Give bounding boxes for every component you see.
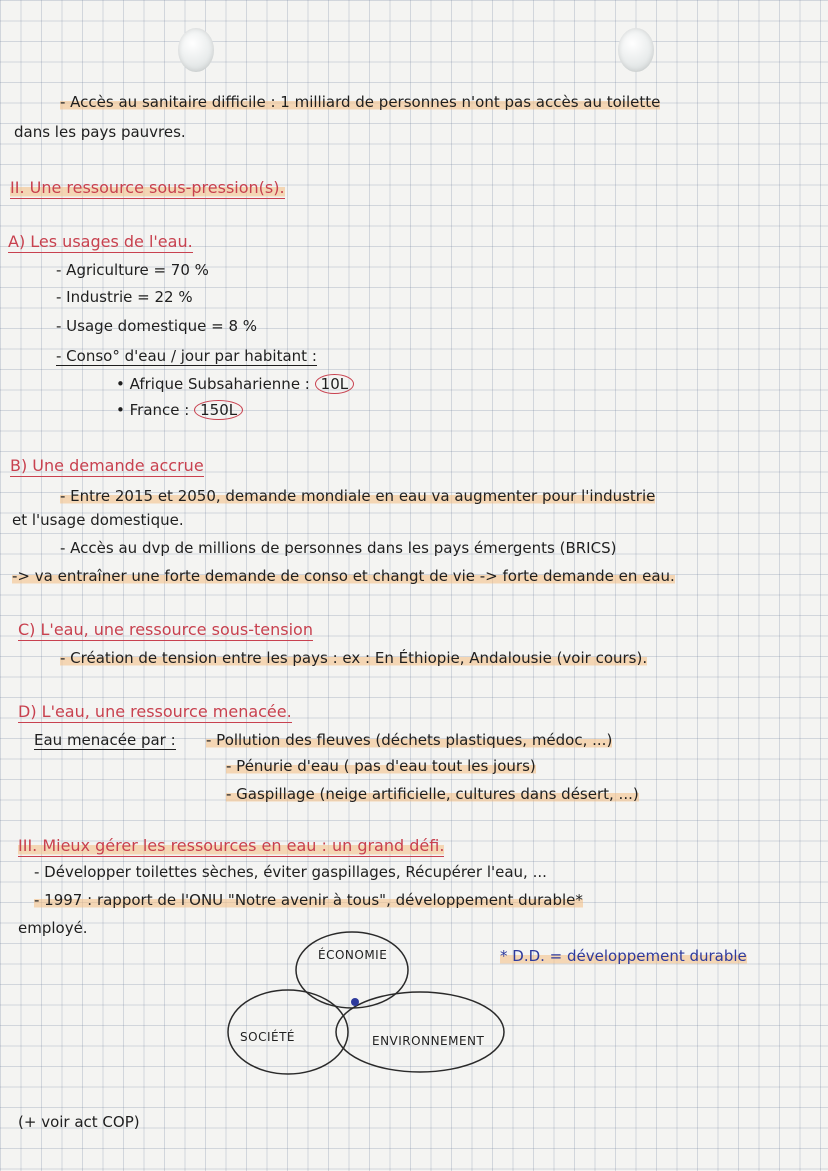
section-d-label-text: Eau menacée par :: [34, 731, 176, 749]
threat-gaspillage: [226, 784, 639, 804]
conso-france-value: 150L: [194, 400, 243, 420]
section-b-title: [10, 456, 204, 476]
section-b-line-4: [12, 566, 675, 586]
usage-agriculture: - Agriculture = 70 %: [56, 261, 209, 279]
section-d-title-text: D) L'eau, une ressource menacée.: [18, 702, 292, 721]
usage-domestique: - Usage domestique = 8 %: [56, 317, 258, 335]
conso-france: [116, 400, 243, 420]
threat-gaspillage-text: - Gaspillage (neige artificielle, cultures dans désert, ...): [226, 785, 639, 803]
section-b-line-3: - Accès au dvp de millions de personnes dans les pays émergents (BRICS): [60, 539, 617, 557]
section-3-line-2-text: - 1997 : rapport de l'ONU "Notre avenir à tous", développement durable*: [34, 891, 583, 909]
section-b-title-text: B) Une demande accrue: [10, 456, 204, 475]
venn-label-environnement: ENVIRONNEMENT: [372, 1034, 485, 1048]
section-d-title: [18, 702, 292, 722]
section-c-line-1: [60, 648, 647, 668]
footer-note: (+ voir act COP): [18, 1113, 140, 1131]
usage-industrie: - Industrie = 22 %: [56, 288, 193, 306]
section-d-label: [34, 730, 176, 750]
threat-penurie-text: - Pénurie d'eau ( pas d'eau tout les jours): [226, 757, 536, 775]
conso-header: [56, 346, 317, 366]
section-2-title: [10, 178, 285, 198]
footnote-dd-text: * D.D. = développement durable: [500, 947, 747, 965]
section-3-line-3: employé.: [18, 919, 88, 937]
section-a-title-text: A) Les usages de l'eau.: [8, 232, 193, 251]
binder-hole-right: [618, 28, 654, 72]
intro-line-2: dans les pays pauvres.: [14, 123, 186, 141]
conso-afrique-value: 10L: [315, 374, 354, 394]
section-a-title: [8, 232, 193, 252]
venn-label-economie: ÉCONOMIE: [318, 948, 388, 962]
section-2-title-text: II. Une ressource sous-pression(s).: [10, 178, 285, 197]
intro-line-1-text: - Accès au sanitaire difficile : 1 milliard de personnes n'ont pas accès au toilette: [60, 93, 661, 111]
binder-hole-left: [178, 28, 214, 72]
intro-line-1: [60, 92, 660, 112]
conso-afrique-label: • Afrique Subsaharienne :: [116, 375, 310, 393]
section-c-title-text: C) L'eau, une ressource sous-tension: [18, 620, 313, 639]
venn-environnement-circle: [336, 992, 504, 1072]
venn-center-dot: [351, 998, 359, 1006]
section-3-title: [18, 836, 444, 856]
section-3-line-1: - Développer toilettes sèches, éviter gaspillages, Récupérer l'eau, ...: [34, 863, 547, 881]
section-c-title: [18, 620, 313, 640]
section-b-line-1-text: - Entre 2015 et 2050, demande mondiale en eau va augmenter pour l'industrie: [60, 487, 656, 505]
conso-afrique: [116, 374, 354, 394]
footnote-dd: [500, 946, 747, 966]
section-b-line-1: [60, 486, 655, 506]
venn-label-societe: SOCIÉTÉ: [240, 1030, 295, 1044]
venn-economie-circle: [296, 932, 408, 1008]
threat-penurie: [226, 756, 536, 776]
section-3-title-text: III. Mieux gérer les ressources en eau : un grand défi.: [18, 836, 445, 855]
section-c-line-1-text: - Création de tension entre les pays : ex : En Éthiopie, Andalousie (voir cours).: [60, 649, 648, 667]
venn-diagram: [210, 920, 530, 1080]
section-b-line-2: et l'usage domestique.: [12, 511, 184, 529]
threat-pollution: [206, 730, 612, 750]
section-3-line-2: [34, 890, 583, 910]
section-b-line-4-text: -> va entraîner une forte demande de conso et changt de vie -> forte demande en eau.: [12, 567, 675, 585]
conso-france-label: • France :: [116, 401, 190, 419]
threat-pollution-text: - Pollution des fleuves (déchets plastiques, médoc, ...): [206, 731, 613, 749]
conso-header-text: - Conso° d'eau / jour par habitant :: [56, 347, 317, 365]
